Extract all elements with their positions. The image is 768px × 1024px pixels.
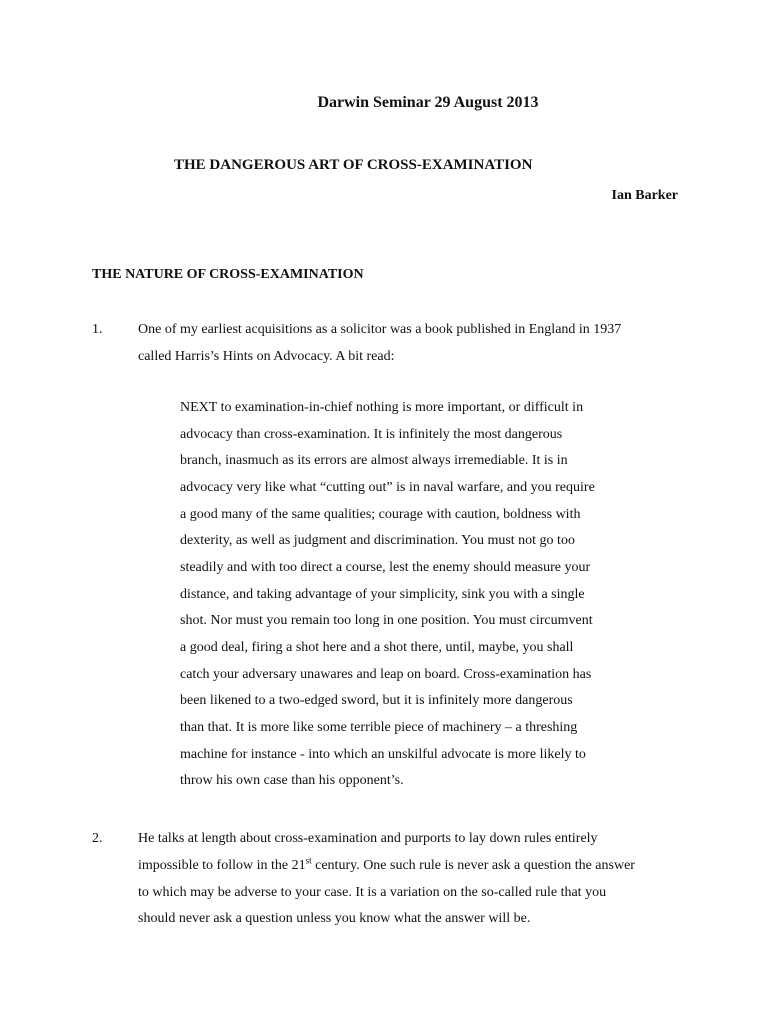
quote-line: distance, and taking advantage of your simplicity, sink you with a single bbox=[180, 587, 585, 602]
quote-line: steadily and with too direct a course, lest the enemy should measure your bbox=[180, 560, 591, 575]
paragraph-line: He talks at length about cross-examination and purports to lay down rules entirely bbox=[138, 831, 598, 846]
quote-line: advocacy than cross-examination. It is infinitely the most dangerous bbox=[180, 427, 563, 442]
paragraph-line bbox=[138, 855, 635, 874]
paragraph-line: called Harris’s Hints on Advocacy. A bit read: bbox=[138, 349, 395, 364]
text-run: impossible to follow in the 21 bbox=[138, 858, 306, 873]
paragraph-number: 1. bbox=[92, 322, 103, 337]
ordinal-suffix: st bbox=[305, 855, 312, 866]
quote-line: throw his own case than his opponent’s. bbox=[180, 773, 404, 788]
quote-line: been likened to a two-edged sword, but it is infinitely more dangerous bbox=[180, 693, 573, 708]
paper-title: THE DANGEROUS ART OF CROSS-EXAMINATION bbox=[174, 157, 533, 173]
quote-line: catch your adversary unawares and leap on board. Cross-examination has bbox=[180, 667, 592, 682]
text-run: century. One such rule is never ask a question the answer bbox=[311, 858, 635, 873]
section-heading: THE NATURE OF CROSS-EXAMINATION bbox=[92, 267, 364, 282]
quote-line: a good many of the same qualities; courage with caution, boldness with bbox=[180, 507, 581, 522]
quote-line: branch, inasmuch as its errors are almost always irremediable. It is in bbox=[180, 453, 568, 468]
quote-line: shot. Nor must you remain too long in one position. You must circumvent bbox=[180, 613, 593, 628]
paragraph-line: One of my earliest acquisitions as a solicitor was a book published in England in 1937 bbox=[138, 322, 622, 337]
quote-line: machine for instance - into which an unskilful advocate is more likely to bbox=[180, 747, 586, 762]
quote-line: NEXT to examination-in-chief nothing is more important, or difficult in bbox=[180, 400, 584, 415]
paragraph-line: should never ask a question unless you know what the answer will be. bbox=[138, 911, 531, 926]
paragraph-line: to which may be adverse to your case. It is a variation on the so-called rule that you bbox=[138, 885, 607, 900]
quote-line: a good deal, firing a shot here and a shot there, until, maybe, you shall bbox=[180, 640, 574, 655]
quote-line: advocacy very like what “cutting out” is in naval warfare, and you require bbox=[180, 480, 595, 495]
author-name: Ian Barker bbox=[611, 188, 678, 203]
quote-line: than that. It is more like some terrible piece of machinery – a threshing bbox=[180, 720, 578, 735]
seminar-title: Darwin Seminar 29 August 2013 bbox=[317, 94, 539, 111]
paragraph-number: 2. bbox=[92, 831, 103, 846]
quote-line: dexterity, as well as judgment and discrimination. You must not go too bbox=[180, 533, 575, 548]
